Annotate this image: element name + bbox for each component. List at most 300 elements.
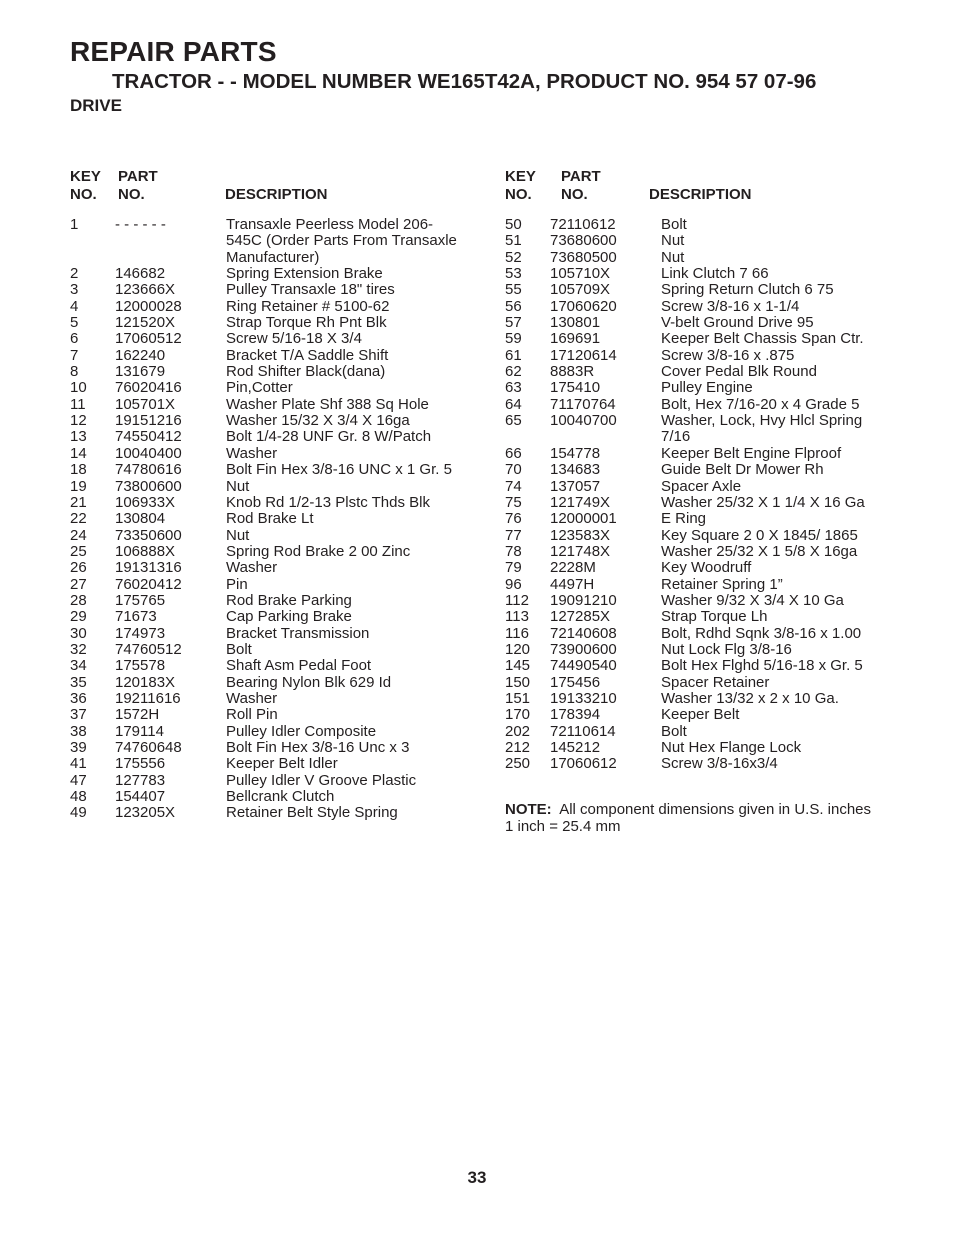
part-number: 19091210 bbox=[550, 591, 617, 609]
list-item bbox=[70, 707, 475, 723]
note bbox=[505, 802, 905, 835]
note-conversion: 1 inch = 25.4 mm bbox=[505, 817, 621, 835]
part-description: Spacer Retainer bbox=[661, 673, 770, 691]
part-number: 72140608 bbox=[550, 624, 617, 642]
list-item bbox=[505, 299, 905, 315]
part-description: Guide Belt Dr Mower Rh bbox=[661, 461, 824, 479]
part-key-number bbox=[70, 233, 115, 249]
part-key-number: 55 bbox=[505, 281, 522, 299]
key-header-line2: NO. bbox=[70, 186, 97, 203]
part-key-number: 18 bbox=[70, 461, 87, 479]
part-key-number: 250 bbox=[505, 755, 531, 773]
part-header-line1: PART bbox=[118, 168, 158, 185]
list-item bbox=[70, 642, 475, 658]
section-title: DRIVE bbox=[70, 96, 122, 115]
part-description: Bolt bbox=[661, 722, 687, 740]
list-item bbox=[70, 429, 475, 445]
part-description: Keeper Belt Engine Flproof bbox=[661, 444, 842, 462]
list-item bbox=[505, 479, 905, 495]
part-number: 71673 bbox=[115, 608, 157, 626]
part-number: 134683 bbox=[550, 461, 601, 479]
part-number: 121748X bbox=[550, 542, 611, 560]
description-header: DESCRIPTION bbox=[225, 186, 328, 203]
list-item bbox=[70, 675, 475, 691]
list-item bbox=[505, 462, 905, 478]
part-description: Bolt Hex Flghd 5/16-18 x Gr. 5 bbox=[661, 657, 863, 675]
list-item bbox=[505, 626, 905, 642]
part-number: 10040400 bbox=[115, 444, 182, 462]
part-description: Nut bbox=[661, 248, 685, 266]
part-number: 123583X bbox=[550, 526, 611, 544]
part-key-number: 19 bbox=[70, 477, 87, 495]
part-description: Key Square 2 0 X 1845/ 1865 bbox=[661, 526, 858, 544]
part-number: 74550412 bbox=[115, 428, 182, 446]
part-key-number: 32 bbox=[70, 640, 87, 658]
part-description: Nut bbox=[661, 232, 685, 250]
part-number: 105710X bbox=[550, 265, 611, 283]
part-key-number: 64 bbox=[505, 395, 522, 413]
part-description: Nut bbox=[226, 477, 250, 495]
part-description: Roll Pin bbox=[226, 706, 278, 724]
part-description: Rod Shifter Black(dana) bbox=[226, 363, 386, 381]
part-number: 175765 bbox=[115, 591, 166, 609]
list-item bbox=[70, 691, 475, 707]
list-item bbox=[505, 609, 905, 625]
part-key-number: 30 bbox=[70, 624, 87, 642]
part-description: Spring Rod Brake 2 00 Zinc bbox=[226, 542, 411, 560]
list-item bbox=[70, 724, 475, 740]
list-item bbox=[70, 299, 475, 315]
part-key-number: 96 bbox=[505, 575, 522, 593]
part-description: Bolt, Hex 7/16-20 x 4 Grade 5 bbox=[661, 395, 860, 413]
part-description: Retainer Spring 1” bbox=[661, 575, 783, 593]
model-subtitle: TRACTOR - - MODEL NUMBER WE165T42A, PRODUCT NO. 954 57 07-96 bbox=[112, 70, 817, 93]
part-description: Cap Parking Brake bbox=[226, 608, 352, 626]
part-number: 1572H bbox=[115, 706, 160, 724]
list-item bbox=[70, 250, 475, 266]
parts-table-right bbox=[505, 168, 905, 773]
part-number: 19211616 bbox=[115, 689, 181, 707]
list-item bbox=[70, 560, 475, 576]
part-description: Rod Brake Parking bbox=[226, 591, 352, 609]
part-key-number: 41 bbox=[70, 755, 87, 773]
part-key-number: 10 bbox=[70, 379, 87, 397]
part-description: Ring Retainer # 5100-62 bbox=[226, 297, 390, 315]
part-number: 2228M bbox=[550, 559, 596, 577]
part-number: 105701X bbox=[115, 395, 176, 413]
part-description: Pulley Transaxle 18" tires bbox=[226, 281, 395, 299]
list-item bbox=[505, 429, 905, 445]
list-item bbox=[505, 740, 905, 756]
part-key-number: 37 bbox=[70, 706, 87, 724]
part-number: 130804 bbox=[115, 510, 166, 528]
note-text: All component dimensions given in U.S. inches bbox=[559, 801, 872, 818]
part-number: 121520X bbox=[115, 314, 176, 332]
part-description: Screw 3/8-16 x .875 bbox=[661, 346, 795, 364]
part-key-number: 59 bbox=[505, 330, 522, 348]
list-item bbox=[70, 233, 475, 249]
part-key-number: 28 bbox=[70, 591, 87, 609]
part-description: Washer 13/32 x 2 x 10 Ga. bbox=[661, 689, 839, 707]
part-description: Pin bbox=[226, 575, 248, 593]
part-number: 76020416 bbox=[115, 379, 182, 397]
part-key-number: 5 bbox=[70, 314, 79, 332]
part-description: Cover Pedal Blk Round bbox=[661, 363, 817, 381]
part-description: Manufacturer) bbox=[226, 248, 320, 266]
list-item bbox=[70, 511, 475, 527]
list-item bbox=[70, 609, 475, 625]
part-key-number: 11 bbox=[70, 395, 86, 413]
list-item bbox=[505, 282, 905, 298]
part-number: 71170764 bbox=[550, 395, 616, 413]
list-item bbox=[505, 446, 905, 462]
part-description: Washer bbox=[226, 444, 278, 462]
part-description: Spring Extension Brake bbox=[226, 265, 383, 283]
part-number: 175410 bbox=[550, 379, 601, 397]
part-key-number: 48 bbox=[70, 788, 87, 806]
part-key-number: 150 bbox=[505, 673, 531, 691]
list-item bbox=[70, 479, 475, 495]
part-number: 175556 bbox=[115, 755, 166, 773]
part-number: 17060620 bbox=[550, 297, 617, 315]
part-description: 7/16 bbox=[661, 428, 691, 446]
part-key-number bbox=[505, 429, 550, 445]
part-key-number: 29 bbox=[70, 608, 87, 626]
part-description: V-belt Ground Drive 95 bbox=[661, 314, 814, 332]
part-key-number: 151 bbox=[505, 689, 531, 707]
list-item bbox=[505, 233, 905, 249]
part-key-number: 38 bbox=[70, 722, 87, 740]
part-key-number: 61 bbox=[505, 346, 522, 364]
part-key-number: 24 bbox=[70, 526, 87, 544]
part-key-number: 53 bbox=[505, 265, 522, 283]
list-item bbox=[505, 707, 905, 723]
list-item bbox=[70, 626, 475, 642]
part-number bbox=[115, 233, 226, 249]
part-number: 73900600 bbox=[550, 640, 617, 658]
part-description: Washer 9/32 X 3/4 X 10 Ga bbox=[661, 591, 844, 609]
part-key-number: 57 bbox=[505, 314, 522, 332]
part-key-number: 1 bbox=[70, 216, 79, 233]
part-key-number: 2 bbox=[70, 265, 79, 283]
list-item bbox=[70, 331, 475, 347]
part-number bbox=[115, 250, 226, 266]
part-number: 175456 bbox=[550, 673, 601, 691]
list-item bbox=[505, 380, 905, 396]
part-description: Key Woodruff bbox=[661, 559, 752, 577]
part-description: Screw 3/8-16 x 1-1/4 bbox=[661, 297, 800, 315]
list-item bbox=[505, 250, 905, 266]
part-description: Knob Rd 1/2-13 Plstc Thds Blk bbox=[226, 493, 430, 511]
list-item bbox=[70, 740, 475, 756]
description-header: DESCRIPTION bbox=[649, 186, 752, 203]
part-number: 76020412 bbox=[115, 575, 182, 593]
part-number bbox=[550, 429, 661, 445]
part-key-number: 79 bbox=[505, 559, 522, 577]
part-number: 137057 bbox=[550, 477, 601, 495]
part-description: Retainer Belt Style Spring bbox=[226, 804, 398, 822]
part-key-number: 50 bbox=[505, 216, 522, 233]
table-header bbox=[505, 168, 905, 208]
list-item bbox=[505, 364, 905, 380]
part-number: 123205X bbox=[115, 804, 176, 822]
part-number: 174973 bbox=[115, 624, 166, 642]
part-key-number: 8 bbox=[70, 363, 79, 381]
part-number: 72110612 bbox=[550, 216, 616, 233]
list-item bbox=[505, 315, 905, 331]
list-item bbox=[70, 593, 475, 609]
part-description: Pulley Idler V Groove Plastic bbox=[226, 771, 417, 789]
part-key-number: 35 bbox=[70, 673, 87, 691]
part-description: Bolt bbox=[226, 640, 252, 658]
part-description: E Ring bbox=[661, 510, 707, 528]
part-number: 179114 bbox=[115, 722, 164, 740]
part-number: 73680600 bbox=[550, 232, 617, 250]
key-header-line1: KEY bbox=[70, 168, 101, 185]
part-description: Bracket T/A Saddle Shift bbox=[226, 346, 389, 364]
part-number: 154407 bbox=[115, 788, 166, 806]
part-number: 10040700 bbox=[550, 412, 617, 430]
part-key-number: 63 bbox=[505, 379, 522, 397]
part-key-number: 76 bbox=[505, 510, 522, 528]
part-number: 74760648 bbox=[115, 739, 182, 756]
part-description: Bolt Fin Hex 3/8-16 UNC x 1 Gr. 5 bbox=[226, 461, 452, 479]
part-key-number: 77 bbox=[505, 526, 522, 544]
part-number: 73800600 bbox=[115, 477, 182, 495]
part-key-number: 13 bbox=[70, 428, 87, 446]
list-item bbox=[505, 756, 905, 772]
part-number: 127285X bbox=[550, 608, 611, 626]
parts-list-left bbox=[70, 217, 475, 822]
part-key-number: 3 bbox=[70, 281, 79, 299]
part-description: Washer 15/32 X 3/4 X 16ga bbox=[226, 412, 410, 430]
part-description: Washer bbox=[226, 689, 278, 707]
list-item bbox=[505, 675, 905, 691]
list-item bbox=[505, 217, 905, 233]
part-description: Transaxle Peerless Model 206- bbox=[226, 216, 434, 233]
part-number: 130801 bbox=[550, 314, 601, 332]
part-number: 17060612 bbox=[550, 755, 617, 773]
part-number: 12000028 bbox=[115, 297, 182, 315]
part-key-number: 145 bbox=[505, 657, 531, 675]
part-number: 175578 bbox=[115, 657, 166, 675]
part-key-number: 51 bbox=[505, 232, 522, 250]
part-key-number: 22 bbox=[70, 510, 87, 528]
part-key-number: 112 bbox=[505, 591, 529, 609]
list-item bbox=[70, 462, 475, 478]
list-item bbox=[70, 577, 475, 593]
part-key-number: 34 bbox=[70, 657, 87, 675]
note-label: NOTE: bbox=[505, 801, 552, 818]
part-key-number: 212 bbox=[505, 739, 531, 756]
list-item bbox=[70, 756, 475, 772]
part-description: Bellcrank Clutch bbox=[226, 788, 335, 806]
list-item bbox=[70, 495, 475, 511]
list-item bbox=[505, 691, 905, 707]
part-header-line2: NO. bbox=[118, 186, 145, 203]
part-key-number: 52 bbox=[505, 248, 522, 266]
part-key-number: 47 bbox=[70, 771, 87, 789]
part-number: 120183X bbox=[115, 673, 176, 691]
part-key-number: 113 bbox=[505, 608, 529, 626]
part-description: Bolt, Rdhd Sqnk 3/8-16 x 1.00 bbox=[661, 624, 862, 642]
part-number: 74760512 bbox=[115, 640, 182, 658]
table-header bbox=[70, 168, 475, 208]
part-description: Bolt 1/4-28 UNF Gr. 8 W/Patch bbox=[226, 428, 432, 446]
list-item bbox=[70, 773, 475, 789]
part-key-number: 4 bbox=[70, 297, 79, 315]
part-number: 74490540 bbox=[550, 657, 617, 675]
part-description: Pin,Cotter bbox=[226, 379, 293, 397]
list-item bbox=[505, 577, 905, 593]
part-number: 146682 bbox=[115, 265, 166, 283]
list-item bbox=[70, 364, 475, 380]
list-item bbox=[505, 266, 905, 282]
part-number: 169691 bbox=[550, 330, 601, 348]
key-header-line2: NO. bbox=[505, 186, 532, 203]
list-item bbox=[505, 397, 905, 413]
part-key-number: 202 bbox=[505, 722, 531, 740]
list-item bbox=[505, 642, 905, 658]
part-key-number: 26 bbox=[70, 559, 87, 577]
part-key-number: 78 bbox=[505, 542, 522, 560]
part-description: Bolt bbox=[661, 216, 687, 233]
part-number: 4497H bbox=[550, 575, 595, 593]
part-number: - - - - - - bbox=[115, 216, 166, 233]
list-item bbox=[70, 446, 475, 462]
part-number: 131679 bbox=[115, 363, 166, 381]
part-number: 17060512 bbox=[115, 330, 182, 348]
list-item bbox=[70, 348, 475, 364]
part-number: 17120614 bbox=[550, 346, 617, 364]
list-item bbox=[70, 397, 475, 413]
page-title: REPAIR PARTS bbox=[70, 36, 277, 67]
part-description: Washer Plate Shf 388 Sq Hole bbox=[226, 395, 429, 413]
list-item bbox=[70, 789, 475, 805]
part-number: 19133210 bbox=[550, 689, 617, 707]
part-key-number: 65 bbox=[505, 412, 522, 430]
part-description: Screw 3/8-16x3/4 bbox=[661, 755, 778, 773]
part-number: 72110614 bbox=[550, 722, 616, 740]
list-item bbox=[70, 380, 475, 396]
part-key-number: 27 bbox=[70, 575, 87, 593]
part-number: 145212 bbox=[550, 739, 601, 756]
part-number: 106888X bbox=[115, 542, 176, 560]
part-description: Keeper Belt Chassis Span Ctr. bbox=[661, 330, 864, 348]
list-item bbox=[70, 658, 475, 674]
part-description: Washer, Lock, Hvy Hlcl Spring bbox=[661, 412, 863, 430]
part-key-number: 170 bbox=[505, 706, 531, 724]
part-number: 19131316 bbox=[115, 559, 182, 577]
part-description: Spring Return Clutch 6 75 bbox=[661, 281, 834, 299]
part-key-number: 7 bbox=[70, 346, 79, 364]
part-description: Pulley Idler Composite bbox=[226, 722, 377, 740]
part-description: Strap Torque Lh bbox=[661, 608, 768, 626]
part-key-number: 25 bbox=[70, 542, 87, 560]
part-description: Shaft Asm Pedal Foot bbox=[226, 657, 372, 675]
part-key-number: 14 bbox=[70, 444, 87, 462]
list-item bbox=[505, 560, 905, 576]
part-description: Strap Torque Rh Pnt Blk bbox=[226, 314, 387, 332]
part-key-number: 66 bbox=[505, 444, 522, 462]
part-key-number: 70 bbox=[505, 461, 522, 479]
part-description: Keeper Belt bbox=[661, 706, 740, 724]
list-item bbox=[70, 315, 475, 331]
list-item bbox=[70, 528, 475, 544]
list-item bbox=[505, 348, 905, 364]
part-number: 105709X bbox=[550, 281, 611, 299]
part-number: 8883R bbox=[550, 363, 595, 381]
list-item bbox=[505, 413, 905, 429]
part-number: 106933X bbox=[115, 493, 176, 511]
part-number: 73680500 bbox=[550, 248, 617, 266]
part-header-line2: NO. bbox=[561, 186, 588, 203]
part-key-number: 21 bbox=[70, 493, 87, 511]
part-number: 154778 bbox=[550, 444, 601, 462]
list-item bbox=[70, 266, 475, 282]
list-item bbox=[70, 413, 475, 429]
part-description: Nut Hex Flange Lock bbox=[661, 739, 802, 756]
part-key-number: 120 bbox=[505, 640, 531, 658]
part-description: Bearing Nylon Blk 629 Id bbox=[226, 673, 392, 691]
part-key-number: 74 bbox=[505, 477, 522, 495]
part-description: Pulley Engine bbox=[661, 379, 753, 397]
part-key-number bbox=[70, 250, 115, 266]
list-item bbox=[70, 282, 475, 298]
list-item bbox=[505, 544, 905, 560]
part-number: 121749X bbox=[550, 493, 611, 511]
part-number: 19151216 bbox=[115, 412, 182, 430]
list-item bbox=[505, 331, 905, 347]
page-number: 33 bbox=[467, 1168, 487, 1187]
part-description: Washer 25/32 X 1 5/8 X 16ga bbox=[661, 542, 858, 560]
part-number: 73350600 bbox=[115, 526, 182, 544]
part-key-number: 39 bbox=[70, 739, 87, 756]
list-item bbox=[70, 805, 475, 821]
part-description: Nut bbox=[226, 526, 250, 544]
part-description: Washer bbox=[226, 559, 278, 577]
part-description: Nut Lock Flg 3/8-16 bbox=[661, 640, 792, 658]
part-description: Link Clutch 7 66 bbox=[661, 265, 769, 283]
part-key-number: 12 bbox=[70, 412, 87, 430]
list-item bbox=[505, 724, 905, 740]
parts-list-right bbox=[505, 217, 905, 773]
part-key-number: 6 bbox=[70, 330, 79, 348]
part-header-line1: PART bbox=[561, 168, 601, 185]
list-item bbox=[70, 544, 475, 560]
part-number: 178394 bbox=[550, 706, 601, 724]
part-description: Bolt Fin Hex 3/8-16 Unc x 3 bbox=[226, 739, 410, 756]
part-description: 545C (Order Parts From Transaxle bbox=[226, 232, 457, 250]
list-item bbox=[70, 217, 475, 233]
part-number: 123666X bbox=[115, 281, 176, 299]
list-item bbox=[505, 511, 905, 527]
part-key-number: 62 bbox=[505, 363, 522, 381]
part-key-number: 36 bbox=[70, 689, 87, 707]
list-item bbox=[505, 593, 905, 609]
part-key-number: 49 bbox=[70, 804, 87, 822]
part-description: Keeper Belt Idler bbox=[226, 755, 338, 773]
list-item bbox=[505, 658, 905, 674]
part-number: 74780616 bbox=[115, 461, 182, 479]
part-number: 127783 bbox=[115, 771, 166, 789]
part-description: Washer 25/32 X 1 1/4 X 16 Ga bbox=[661, 493, 865, 511]
part-number: 12000001 bbox=[550, 510, 617, 528]
part-key-number: 116 bbox=[505, 624, 529, 642]
parts-table-left bbox=[70, 168, 475, 822]
part-key-number: 56 bbox=[505, 297, 522, 315]
part-description: Spacer Axle bbox=[661, 477, 742, 495]
